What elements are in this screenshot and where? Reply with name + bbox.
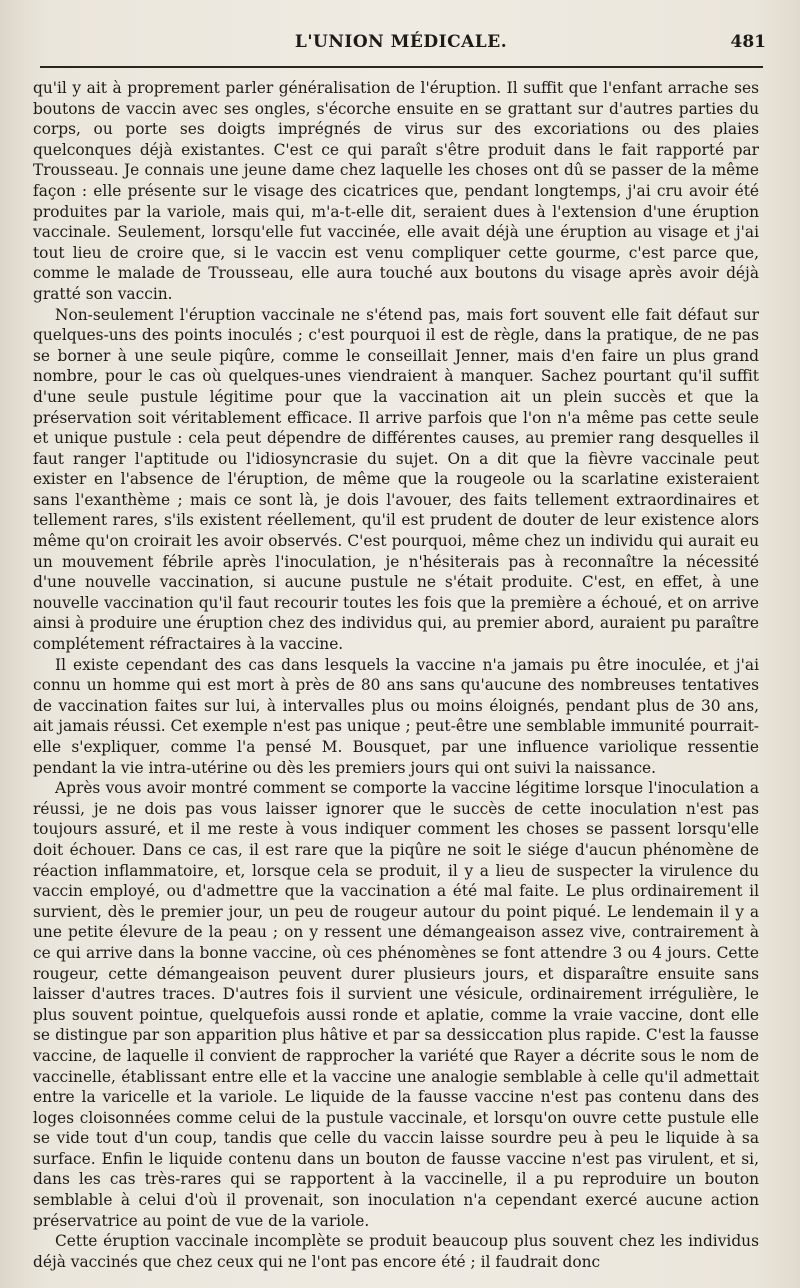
running-title: L'UNION MÉDICALE. bbox=[294, 32, 508, 52]
paragraph: qu'il y ait à proprement parler généralisation de l'éruption. Il suffit que l'enfant arrache ses boutons de vaccin avec ses ongles, s'écorche ensuite en se grattant sur d'autres parties du corps, ou porte ses doigts imprégnés de virus sur des excoriations ou des plaies quelconques déjà existantes. C'est ce qui paraît s'être produit dans le fait rapporté par Trousseau. Je connais une jeune dame chez laquelle les choses ont dû se passer de la même façon : elle présente sur le visage des cicatrices que, pendant longtemps, j'ai cru avoir été produites par la variole, mais qui, m'a-t-elle dit, seraient dues à l'extension d'une éruption vaccinale. Seulement, lorsqu'elle fut vaccinée, elle avait déjà une éruption au visage et j'ai tout lieu de croire que, si le vaccin est venu compliquer cette gourme, c'est parce que, comme le malade de Trousseau, elle aura touché aux boutons du visage après avoir déjà gratté son vaccin. bbox=[33, 79, 759, 303]
page-number: 481 bbox=[730, 32, 766, 52]
paragraph: Cette éruption vaccinale incomplète se produit beaucoup plus souvent chez les individus déjà vaccinés que chez ceux qui ne l'ont pas encore été ; il faudrait donc bbox=[33, 1232, 759, 1271]
paragraph: Il existe cependant des cas dans lesquels la vaccine n'a jamais pu être inoculée, et j'ai connu un homme qui est mort à près de 80 ans sans qu'aucune des nombreuses tentatives de vaccination faites sur lui, à intervalles plus ou moins éloignés, pendant plus de 30 ans, ait jamais réussi. Cet exemple n'est pas unique ; peut-être une semblable immunité pourrait-elle s'expliquer, comme l'a pensé M. Bousquet, par une influence variolique ressentie pendant la vie intra-utérine ou dès les premiers jours qui ont suivi la naissance. bbox=[33, 655, 759, 777]
paragraph: Non-seulement l'éruption vaccinale ne s'étend pas, mais fort souvent elle fait défaut sur quelques-uns des points inoculés ; c'est pourquoi il est de règle, dans la pratique, de ne pas se borner à une seule piqûre, comme le conseillait Jenner, mais d'en faire un plus grand nombre, pour le cas où quelques-unes viendraient à manquer. Sachez pourtant qu'il suffit d'une seule pustule légitime pour que la vaccination ait un plein succès et que la préservation soit véritablement efficace. Il arrive parfois que l'on n'a même pas cette seule et unique pustule : cela peut dépendre de différentes causes, au premier rang desquelles il faut ranger l'aptitude ou l'idiosyncrasie du sujet. On a dit que la fièvre vaccinale peut exister en l'absence de l'éruption, de même que la rougeole ou la scarlatine existeraient sans l'exanthème ; mais ce sont là, je dois l'avouer, des faits tellement extraordinaires et tellement rares, s'ils existent réellement, qu'il est prudent de douter de leur existence alors même qu'on croirait les avoir observés. C'est pourquoi, même chez un individu qui aurait eu un mouvement fébrile après l'inoculation, je n'hésiterais pas à reconnaître la nécessité d'une nouvelle vaccination, si aucune pustule ne s'était produite. C'est, en effet, à une nouvelle vaccination qu'il faut recourir toutes les fois que la première a échoué, et on arrive ainsi à produire une éruption chez des individus qui, au premier abord, auraient pu paraître complétement réfractaires à la vaccine. bbox=[33, 305, 759, 654]
paragraph: Après vous avoir montré comment se comporte la vaccine légitime lorsque l'inoculation a réussi, je ne dois pas vous laisser ignorer que le succès de cette inoculation n'est pas toujours assuré, et il me reste à vous indiquer comment les choses se passent lorsqu'elle doit échouer. Dans ce cas, il est rare que la piqûre ne soit le siége d'aucun phénomène de réaction inflammatoire, et, lorsque cela se produit, il y a lieu de suspecter la virulence du vaccin employé, ou d'admettre que la vaccination a été mal faite. Le plus ordinairement il survient, dès le premier jour, un peu de rougeur autour du point piqué. Le lendemain il y a une petite élevure de la peau ; on y ressent une démangeaison assez vive, contrairement à ce qui arrive dans la bonne vaccine, où ces phénomènes se font attendre 3 ou 4 jours. Cette rougeur, cette démangeaison peuvent durer plusieurs jours, et disparaître ensuite sans laisser d'autres traces. D'autres fois il survient une vésicule, ordinairement irrégulière, le plus souvent pointue, quelquefois aussi ronde et aplatie, comme la vraie vaccine, dont elle se distingue par son apparition plus hâtive et par sa dessiccation plus rapide. C'est la fausse vaccine, de laquelle il convient de rapprocher la variété que Rayer a décrite sous le nom de vaccinelle, établissant entre elle et la vaccine une analogie semblable à celle qu'il admettait entre la varicelle et la variole. Le liquide de la fausse vaccine n'est pas contenu dans des loges cloisonnées comme celui de la pustule vaccinale, et lorsqu'on ouvre cette pustule elle se vide tout d'un coup, tandis que celle du vaccin laisse sourdre peu à peu le liquide à sa surface. Enfin le liquide contenu dans un bouton de fausse vaccine n'est pas virulent, et si, dans les cas très-rares qui se rapportent à la vaccinelle, il a pu reproduire un bouton semblable à celui d'où il provenait, son inoculation n'a cependant exercé aucune action préservatrice au point de vue de la variole. bbox=[33, 779, 759, 1230]
body-text bbox=[33, 78, 759, 1272]
page-header bbox=[36, 32, 766, 60]
header-rule bbox=[40, 66, 763, 68]
